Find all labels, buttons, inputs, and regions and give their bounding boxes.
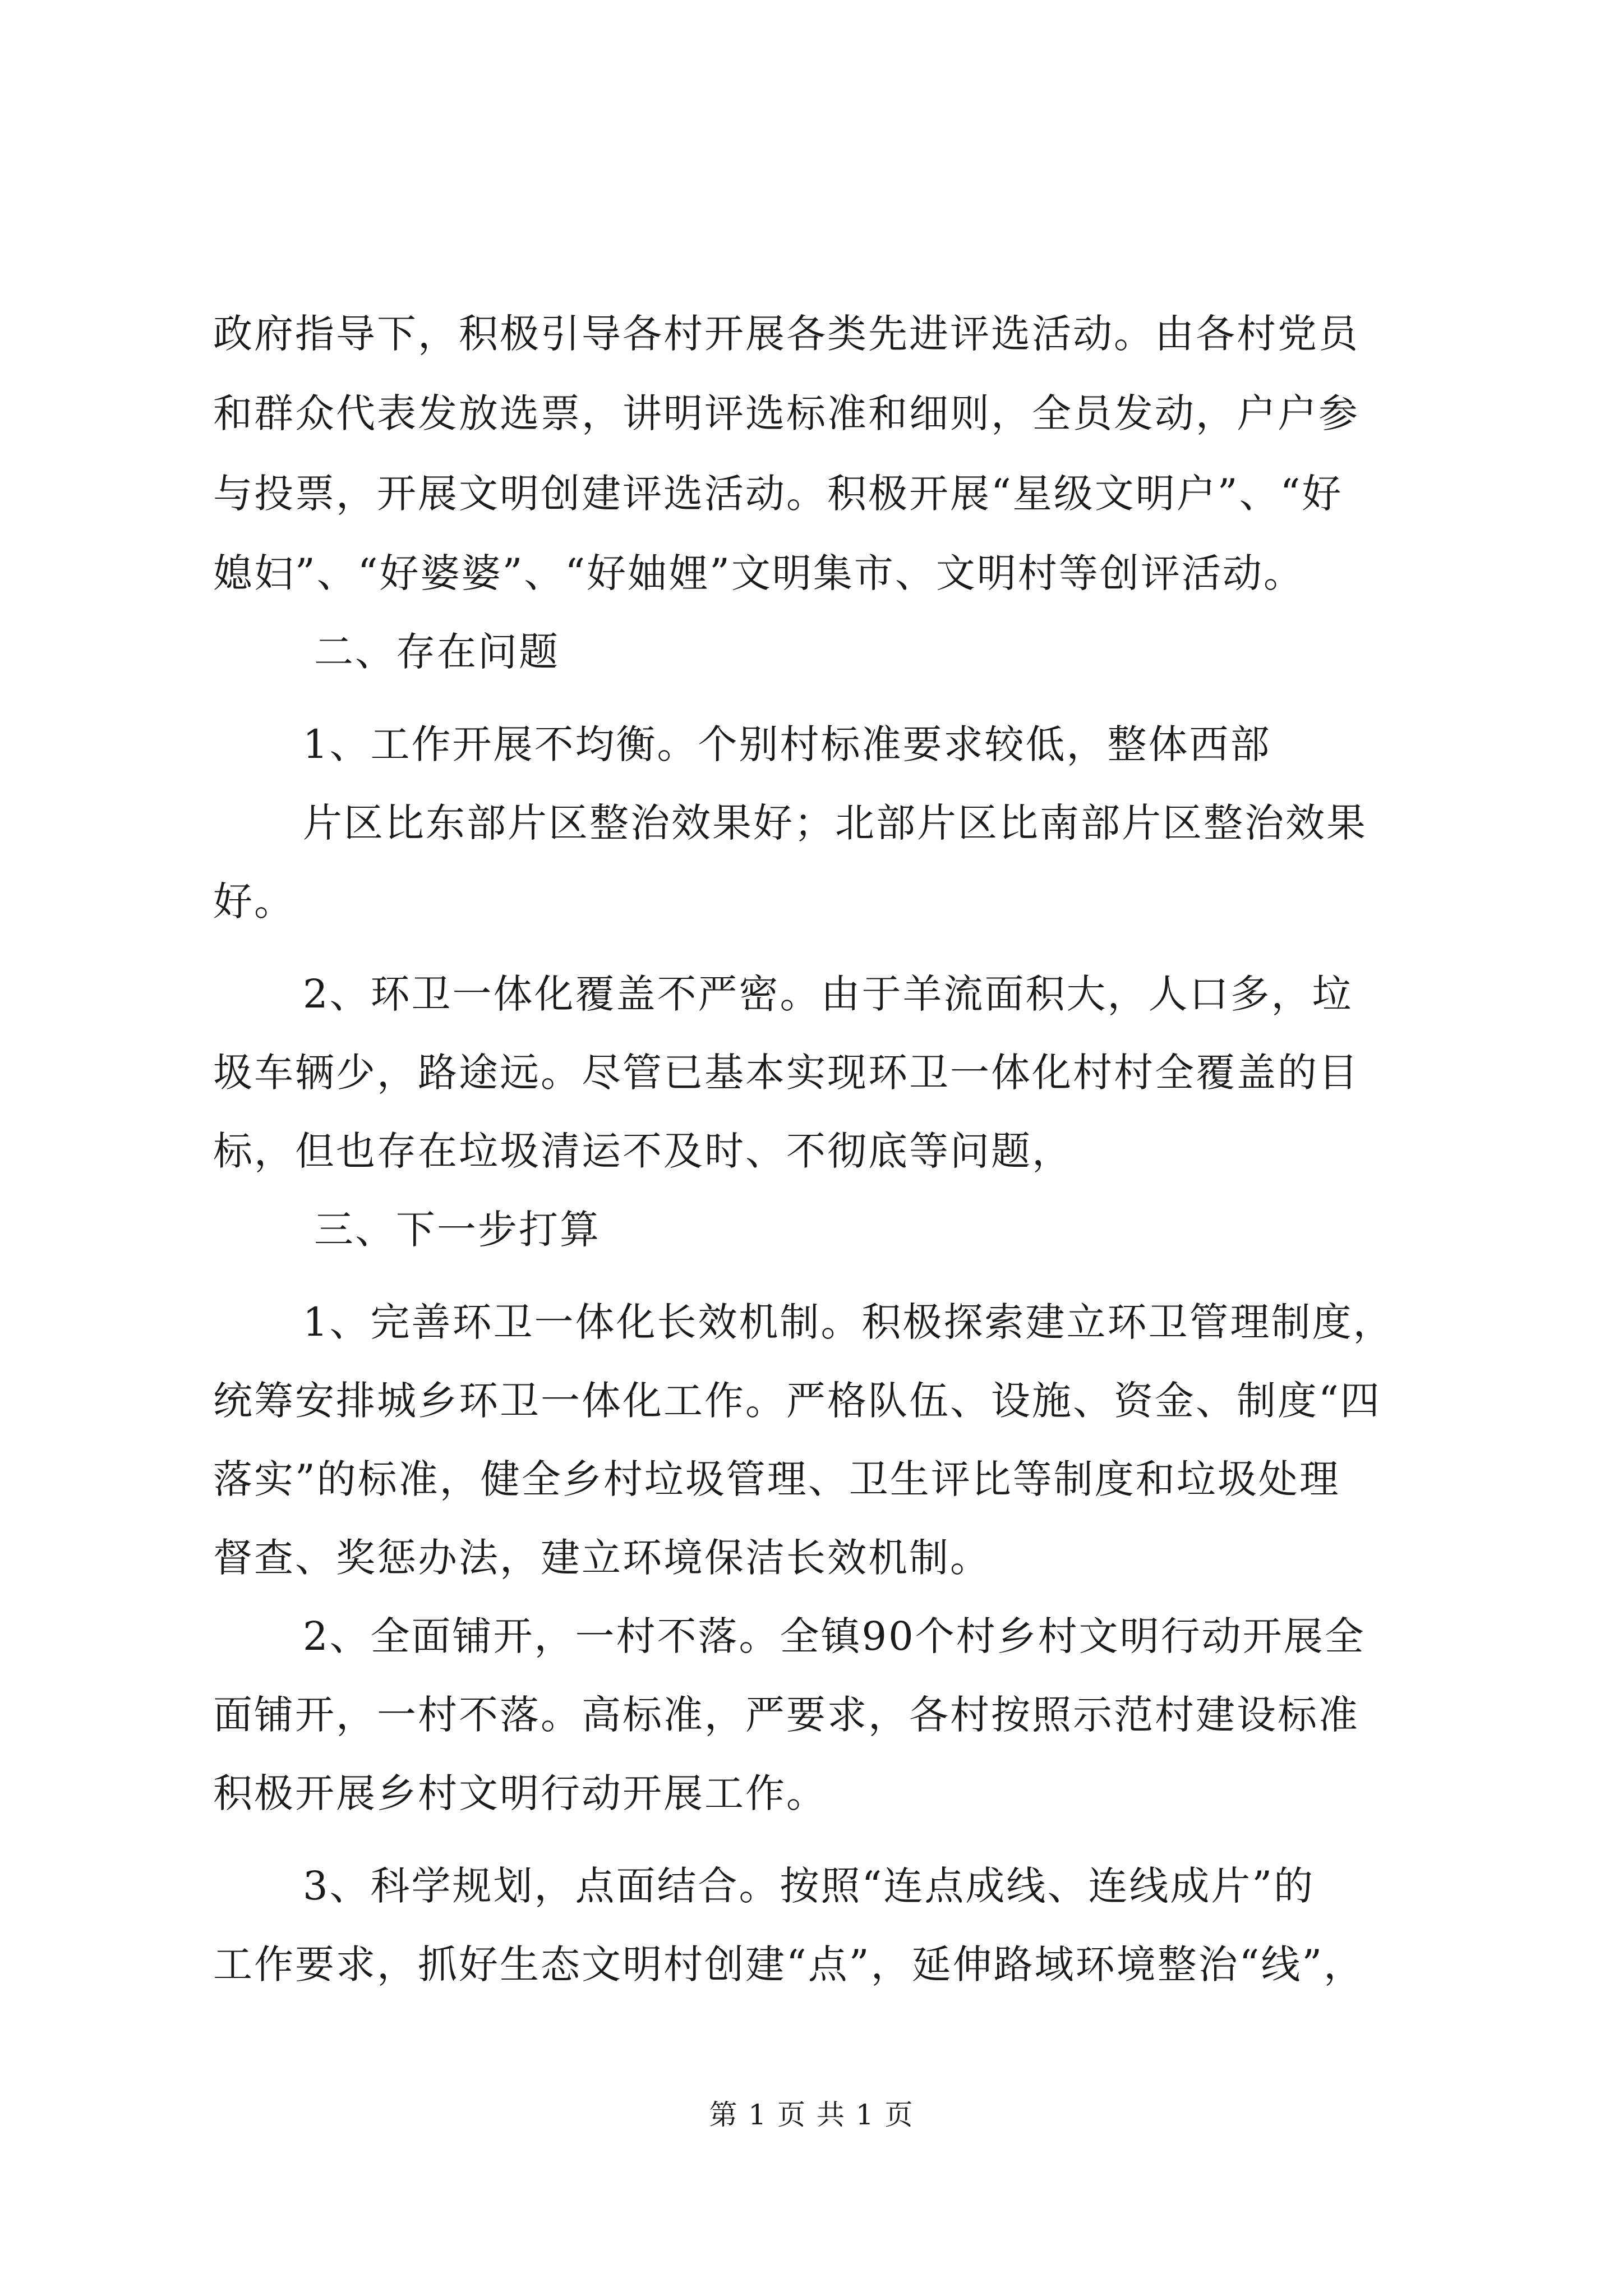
text-line: 政府指导下，积极引导各村开展各类先进评选活动。由各村党员	[213, 311, 1359, 357]
text-line: 积极开展乡村文明行动开展工作。	[213, 1770, 827, 1816]
text-line: 圾车辆少，路途远。尽管已基本实现环卫一体化村村全覆盖的目	[213, 1050, 1359, 1096]
text-line: 落实”的标准，健全乡村垃圾管理、卫生评比等制度和垃圾处理	[213, 1456, 1340, 1502]
text-line: 工作要求，抓好生态文明村创建“点”，延伸路域环境整治“线”，	[213, 1941, 1365, 1987]
text-line: 2、全面铺开，一村不落。全镇90个村乡村文明行动开展全	[303, 1613, 1366, 1659]
text-line: 1、工作开展不均衡。个别村标准要求较低，整体西部	[303, 721, 1271, 767]
section-heading: 二、存在问题	[314, 629, 560, 675]
text-line: 2、环卫一体化覆盖不严密。由于羊流面积大，人口多，垃	[303, 971, 1353, 1017]
text-line: 面铺开，一村不落。高标准，严要求，各村按照示范村建设标准	[213, 1692, 1359, 1738]
text-line: 标，但也存在垃圾清运不及时、不彻底等问题，	[213, 1128, 1073, 1174]
text-line: 片区比东部片区整治效果好；北部片区比南部片区整治效果	[303, 800, 1367, 846]
text-line: 媳妇”、“好婆婆”、“好妯娌”文明集市、文明村等创评活动。	[213, 550, 1304, 596]
text-line: 与投票，开展文明创建评选活动。积极开展“星级文明户”、“好	[213, 471, 1343, 517]
page-footer: 第 1 页 共 1 页	[709, 2099, 914, 2131]
text-line: 统筹安排城乡环卫一体化工作。严格队伍、设施、资金、制度“四	[213, 1378, 1381, 1424]
text-line: 督查、奖惩办法，建立环境保洁长效机制。	[213, 1535, 991, 1581]
text-line: 好。	[213, 878, 295, 924]
text-line: 1、完善环卫一体化长效机制。积极探索建立环卫管理制度，	[303, 1299, 1394, 1345]
text-line: 和群众代表发放选票，讲明评选标准和细则，全员发动，户户参	[213, 390, 1359, 436]
section-heading: 三、下一步打算	[314, 1207, 601, 1253]
text-line: 3、科学规划，点面结合。按照“连点成线、连线成片”的	[303, 1863, 1315, 1909]
